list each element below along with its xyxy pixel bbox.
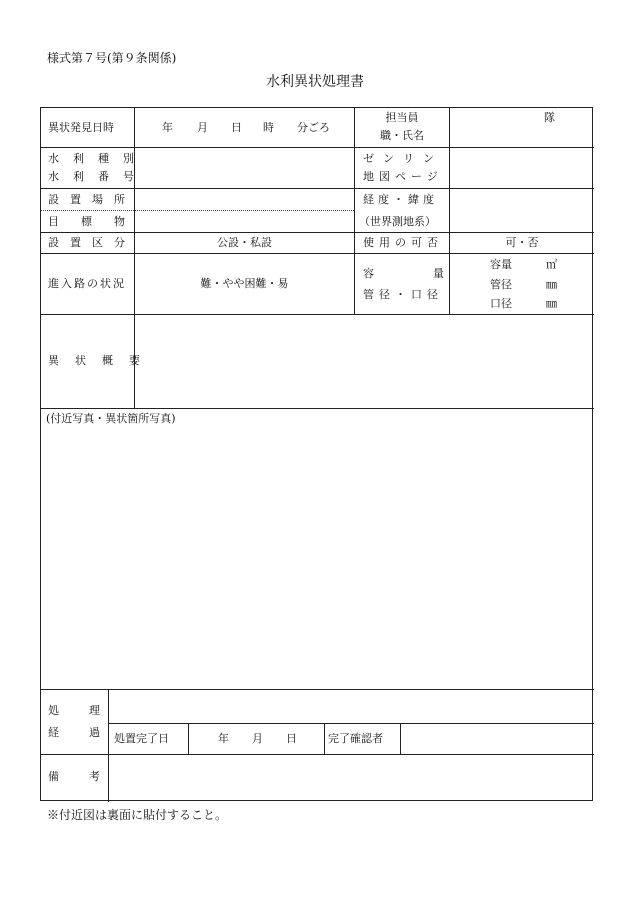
summary-label: 異状概要 <box>48 354 156 367</box>
usable-value: 可・否 <box>505 236 539 249</box>
access-label: 進入路の状況 <box>48 277 126 290</box>
mouth-unit: ㎜ <box>546 297 557 310</box>
col-right-divider <box>449 108 450 314</box>
officer-name-label: 職・氏名 <box>380 129 424 142</box>
footer-note: ※付近図は裏面に貼付すること。 <box>47 808 228 822</box>
remarks-label-1: 備 <box>48 770 59 783</box>
capacity-unit: ㎥ <box>546 258 557 271</box>
access-value: 難・やや困難・易 <box>200 277 289 290</box>
capacity-label-right: 量 <box>433 267 444 280</box>
complete-day-unit: 日 <box>286 732 297 745</box>
usable-label: 使用の可否 <box>363 236 443 249</box>
process-label-divider <box>108 689 109 802</box>
photo-label: (付近写真・異状箇所写真) <box>46 412 176 425</box>
landmark-label: 目標物 <box>48 215 147 228</box>
capacity-label-left: 容 <box>363 267 374 280</box>
date-unit-hour: 時 <box>263 121 274 134</box>
complete-date-label: 処置完了日 <box>114 732 169 745</box>
capacity-text: 容量 <box>490 258 512 271</box>
date-unit-year: 年 <box>162 121 173 134</box>
rule-location-dotted <box>41 210 354 211</box>
confirmer-label: 完了確認者 <box>328 732 383 745</box>
process-label-4: 過 <box>89 726 100 739</box>
complete-month-unit: 月 <box>252 732 263 745</box>
process-date-divider-1 <box>188 723 189 754</box>
rule-8 <box>108 723 594 724</box>
process-date-divider-3 <box>400 723 401 754</box>
process-label-1: 処 <box>48 704 59 717</box>
process-label-2: 理 <box>89 704 100 717</box>
complete-year-unit: 年 <box>218 732 229 745</box>
remarks-label-2: 考 <box>89 770 100 783</box>
mouth-text: 口径 <box>490 297 512 310</box>
rule-6 <box>41 408 594 409</box>
water-type-label: 水利種別 <box>48 152 148 165</box>
rule-5 <box>41 314 594 315</box>
rule-2 <box>41 188 594 189</box>
date-unit-day: 日 <box>231 121 242 134</box>
process-date-divider-2 <box>324 723 325 754</box>
discovery-label: 異状発見日時 <box>48 121 114 134</box>
form-reference: 様式第７号(第９条関係) <box>47 51 177 65</box>
pipe-unit: ㎜ <box>546 278 557 291</box>
pipe-mouth-label: 管径・口径 <box>363 288 443 301</box>
latlon-label: 経度・緯度 <box>363 193 438 206</box>
zenrin-label: ゼンリン <box>363 152 443 165</box>
datum-label: （世界測地系） <box>359 215 436 228</box>
rule-1 <box>41 147 594 148</box>
officer-label: 担当員 <box>385 111 419 124</box>
form-title: 水利異状処理書 <box>266 74 364 90</box>
rule-9 <box>41 754 594 755</box>
process-label-3: 経 <box>48 726 59 739</box>
unit-suffix: 隊 <box>544 111 555 124</box>
install-place-label: 設置場所 <box>48 193 136 206</box>
rule-7 <box>41 689 594 690</box>
date-unit-minute: 分ごろ <box>297 121 330 134</box>
rule-3 <box>41 232 594 233</box>
install-category-value: 公設・私設 <box>217 236 272 249</box>
pipe-text: 管径 <box>490 278 512 291</box>
rule-4 <box>41 253 594 254</box>
form-table <box>40 107 593 801</box>
date-unit-month: 月 <box>197 121 208 134</box>
install-category-label: 設置区分 <box>48 236 136 249</box>
map-page-label: 地図ページ <box>363 170 443 183</box>
water-number-label: 水利番号 <box>48 170 148 183</box>
